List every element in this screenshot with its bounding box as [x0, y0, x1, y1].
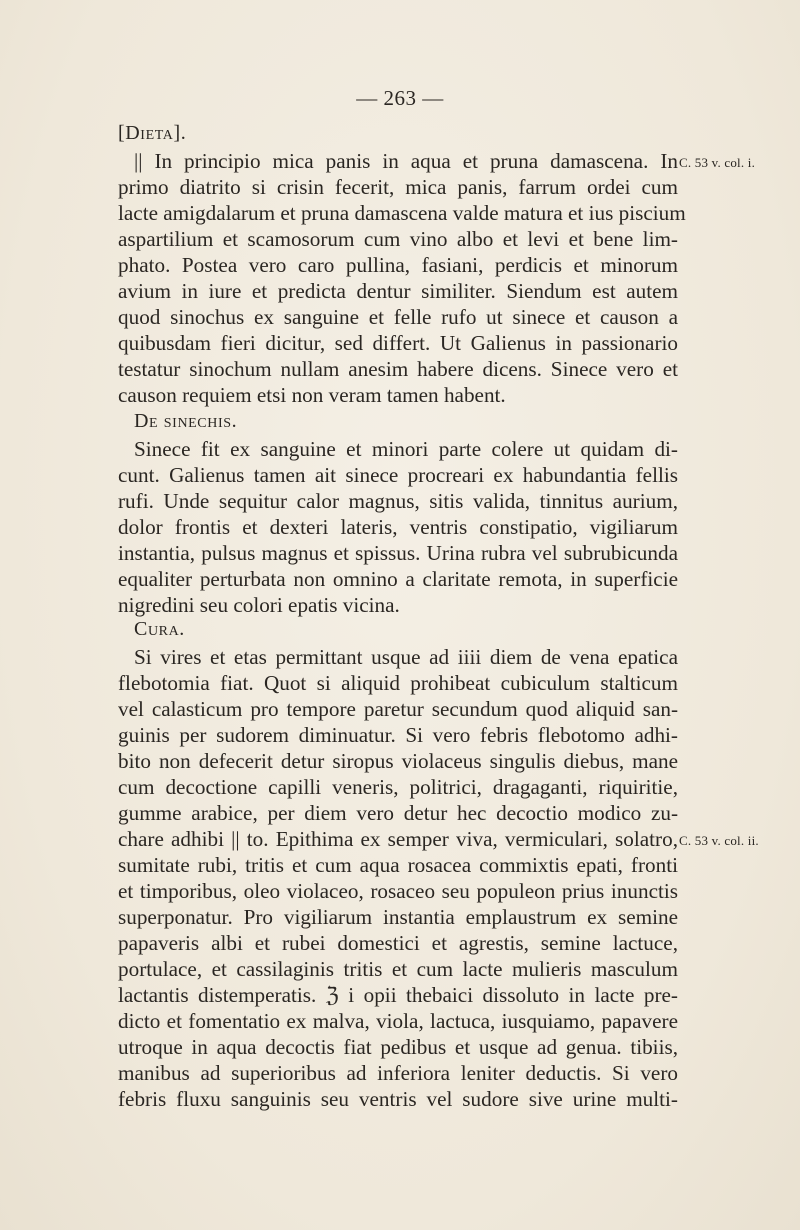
text-line: portulace, et cassilaginis tritis et cum lacte mulieris masculum — [118, 957, 678, 981]
text-line: febris fluxu sanguinis seu ventris vel sudore sive urine multi- — [118, 1087, 678, 1111]
text-line: equaliter perturbata non omnino a claritate remota, in superficie — [118, 567, 678, 591]
margin-note-col-i: C. 53 v. col. i. — [679, 155, 756, 170]
margin-note-col-ii: C. 53 v. col. ii. — [679, 833, 759, 848]
text-line: rufi. Unde sequitur calor magnus, sitis valida, tinnitus aurium, — [118, 489, 678, 513]
text-line: instantia, pulsus magnus et spissus. Urina rubra vel subrubicunda — [118, 541, 678, 565]
text-line: chare adhibi || to. Epithima ex semper viva, vermiculari, solatro, — [118, 827, 678, 851]
text-line: papaveris albi et rubei domestici et agrestis, semine lactuce, — [118, 931, 678, 955]
text-line: lactantis distemperatis. ℨ i opii thebaici dissoluto in lacte pre- — [118, 983, 678, 1007]
text-line: vel calasticum pro tempore paretur secundum quod aliquid san- — [118, 697, 678, 721]
text-line: testatur sinochum nullam anesim habere dicens. Sinece vero et — [118, 357, 678, 381]
text-line: phato. Postea vero caro pullina, fasiani, perdicis et minorum — [118, 253, 678, 277]
text-line: avium in iure et predicta dentur similiter. Siendum est autem — [118, 279, 678, 303]
text-line: nigredini seu colori epatis vicina. — [118, 593, 400, 617]
section-heading-cura: Cura. — [134, 618, 185, 640]
text-line: utroque in aqua decoctis fiat pedibus et usque ad genua. tibiis, — [118, 1035, 678, 1059]
text-line: primo diatrito si crisin fecerit, mica panis, farrum ordei cum — [118, 175, 678, 199]
text-line: || In principio mica panis in aqua et pruna damascena. In — [134, 149, 678, 173]
text-line: causon requiem etsi non veram tamen habent. — [118, 383, 506, 407]
section-heading-dieta: [Dieta]. — [118, 122, 187, 144]
text-line: Sinece fit ex sanguine et minori parte colere ut quidam di- — [134, 437, 678, 461]
text-line: cum decoctione capilli veneris, politrici, dragaganti, riquiritie, — [118, 775, 678, 799]
text-line: dicto et fomentatio ex malva, viola, lactuca, iusquiamo, papavere — [118, 1009, 678, 1033]
text-line: et timporibus, oleo violaceo, rosaceo seu populeon prius inunctis — [118, 879, 678, 903]
text-line: dolor frontis et dexteri lateris, ventris constipatio, vigiliarum — [118, 515, 678, 539]
text-line: flebotomia fiat. Quot si aliquid prohibeat cubiculum stalticum — [118, 671, 678, 695]
text-line: quod sinochus ex sanguine et felle rufo ut sinece et causon a — [118, 305, 678, 329]
text-line: aspartilium et scamosorum cum vino albo et levi et bene lim- — [118, 227, 678, 251]
text-line: bito non defecerit detur siropus violaceus singulis diebus, mane — [118, 749, 678, 773]
text-line: sumitate rubi, tritis et cum aqua rosacea commixtis epati, fronti — [118, 853, 678, 877]
text-line: guinis per sudorem diminuatur. Si vero febris flebotomo adhi- — [118, 723, 678, 747]
text-line: quibusdam fieri dicitur, sed differt. Ut Galienus in passionario — [118, 331, 678, 355]
text-line: superponatur. Pro vigiliarum instantia emplaustrum ex semine — [118, 905, 678, 929]
section-heading-de-sinechis: De sinechis. — [134, 410, 238, 432]
text-line: Si vires et etas permittant usque ad iiii diem de vena epatica — [134, 645, 678, 669]
text-line: lacte amigdalarum et pruna damascena valde matura et ius piscium — [118, 201, 686, 225]
text-line: manibus ad superioribus ad inferiora leniter deductis. Si vero — [118, 1061, 678, 1085]
page-number: — 263 — — [356, 86, 444, 110]
text-line: gumme arabice, per diem vero detur hec decoctio modico zu- — [118, 801, 678, 825]
text-line: cunt. Galienus tamen ait sinece procreari ex habundantia fellis — [118, 463, 678, 487]
